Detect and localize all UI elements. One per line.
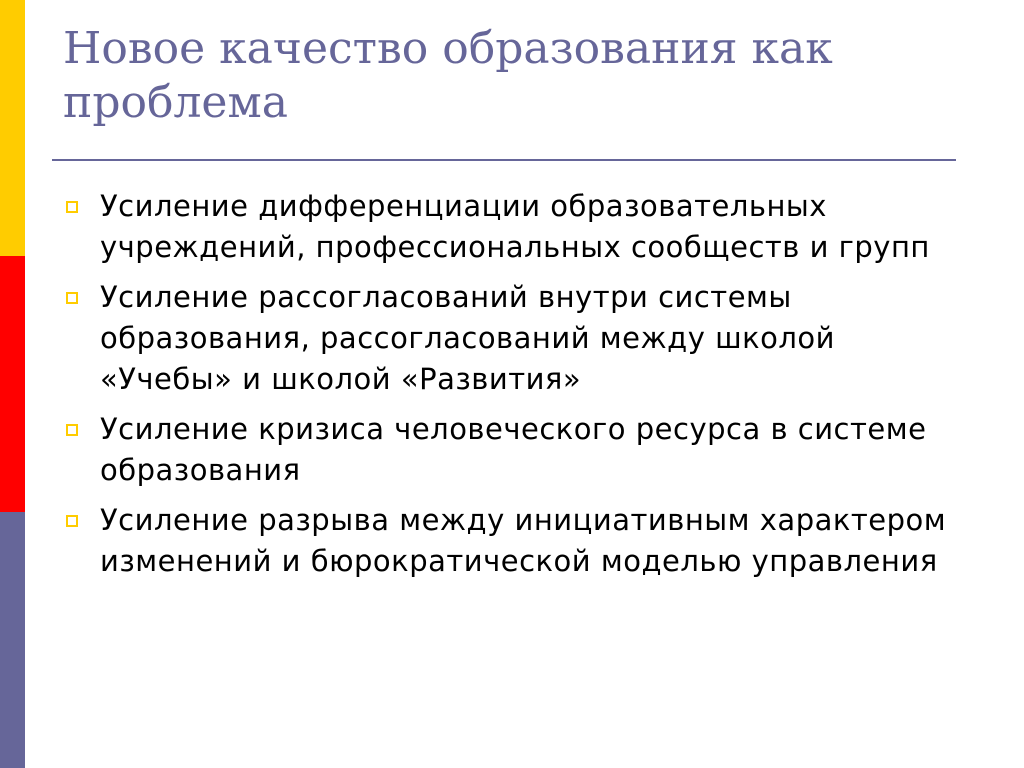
side-bar-yellow [0,0,25,256]
slide-title: Новое качество образования как проблема [63,23,833,128]
bullet-list [60,186,960,591]
bullet-text: Усиление кризиса человеческого ресурса в системе образования [100,412,927,487]
hollow-square-bullet-icon [66,201,78,213]
bullet-text: Усиление разрыва между инициативным характером изменений и бюрократической моделью управления [100,503,947,578]
bullet-text: Усиление дифференциации образовательных учреждений, профессиональных сообществ и групп [100,189,930,264]
bullet-item [60,186,960,268]
bullet-item [60,277,960,400]
hollow-square-bullet-icon [66,424,78,436]
bullet-item [60,500,960,582]
bullet-item [60,409,960,491]
hollow-square-bullet-icon [66,515,78,527]
side-bar-red [0,256,25,512]
bullet-text: Усиление рассогласований внутри системы образования, рассогласований между школой «Учебы» и школой «Развития» [100,280,835,396]
side-bar-blue [0,512,25,768]
title-divider [52,159,956,161]
hollow-square-bullet-icon [66,292,78,304]
